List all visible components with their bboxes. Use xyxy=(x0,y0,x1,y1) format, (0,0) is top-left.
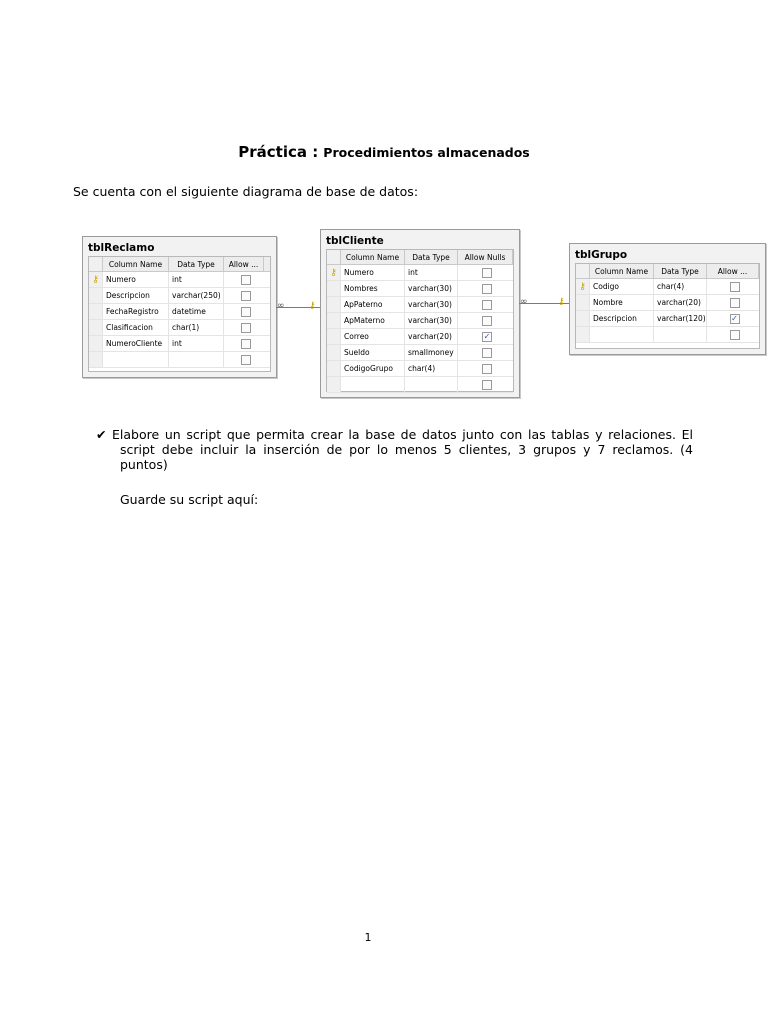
table-tblreclamo[interactable] xyxy=(82,236,277,378)
column-name-cell xyxy=(103,352,169,367)
table-name: tblCliente xyxy=(326,235,384,247)
allow-nulls-checkbox[interactable]: ✓ xyxy=(483,331,491,341)
key-icon: ⚷ xyxy=(309,301,316,311)
allow-nulls-cell xyxy=(224,336,264,351)
document-title xyxy=(0,142,768,161)
row-selector xyxy=(89,272,103,287)
allow-nulls-checkbox[interactable] xyxy=(730,282,740,292)
header-cell: Allow ... xyxy=(707,264,759,278)
data-type-cell: varchar(250) xyxy=(169,288,224,303)
allow-nulls-checkbox[interactable] xyxy=(482,348,492,358)
checkmark-icon: ✔ xyxy=(96,427,107,442)
allow-nulls-checkbox[interactable] xyxy=(241,275,251,285)
row-selector xyxy=(327,377,341,392)
column-name-cell: FechaRegistro xyxy=(103,304,169,319)
row-selector xyxy=(89,304,103,319)
data-type-cell: varchar(30) xyxy=(405,297,458,312)
key-icon: ⚷ xyxy=(558,297,565,307)
table-row[interactable] xyxy=(327,377,513,393)
allow-nulls-checkbox[interactable] xyxy=(241,339,251,349)
allow-nulls-cell xyxy=(707,295,759,310)
grid-header xyxy=(576,264,759,279)
allow-nulls-checkbox[interactable] xyxy=(730,298,740,308)
column-name-cell: ApMaterno xyxy=(341,313,405,328)
title-sub: Procedimientos almacenados xyxy=(323,145,530,160)
allow-nulls-cell xyxy=(224,272,264,287)
infinity-icon: ∞ xyxy=(520,297,528,307)
header-selector xyxy=(327,250,341,264)
allow-nulls-checkbox[interactable] xyxy=(482,380,492,390)
column-name-cell: Descripcion xyxy=(103,288,169,303)
allow-nulls-checkbox[interactable]: ✓ xyxy=(731,313,738,323)
column-name-cell: Sueldo xyxy=(341,345,405,360)
row-selector xyxy=(576,295,590,310)
title-main: Práctica : xyxy=(238,143,319,161)
row-selector xyxy=(327,265,341,280)
row-selector xyxy=(576,279,590,294)
save-script-text: Guarde su script aquí: xyxy=(120,492,259,507)
header-selector xyxy=(89,257,103,271)
row-selector xyxy=(327,329,341,344)
column-name-cell: CodigoGrupo xyxy=(341,361,405,376)
data-type-cell: varchar(30) xyxy=(405,313,458,328)
allow-nulls-cell xyxy=(458,329,513,344)
header-cell: Data Type xyxy=(405,250,458,264)
intro-text: Se cuenta con el siguiente diagrama de base de datos: xyxy=(73,184,419,199)
table-row[interactable] xyxy=(89,272,270,288)
table-row[interactable] xyxy=(327,345,513,361)
header-cell: Data Type xyxy=(169,257,224,271)
allow-nulls-cell xyxy=(224,304,264,319)
table-row[interactable] xyxy=(576,279,759,295)
header-cell: Allow ... xyxy=(224,257,264,271)
task-text: Elabore un script que permita crear la base de datos junto con las tablas y relaciones. El script debe incluir la inserción de por lo menos 5 clientes, 3 grupos y 7 reclamos. (4 puntos) xyxy=(112,427,693,472)
table-row[interactable] xyxy=(89,336,270,352)
allow-nulls-cell xyxy=(224,352,264,367)
column-name-cell: Descripcion xyxy=(590,311,654,326)
header-cell: Column Name xyxy=(341,250,405,264)
allow-nulls-checkbox[interactable] xyxy=(241,307,251,317)
header-cell: Data Type xyxy=(654,264,707,278)
data-type-cell: varchar(120) xyxy=(654,311,707,326)
column-name-cell: Nombre xyxy=(590,295,654,310)
primary-key-icon: ⚷ xyxy=(330,267,337,278)
header-cell: Allow Nulls xyxy=(458,250,513,264)
allow-nulls-cell xyxy=(458,265,513,280)
data-type-cell xyxy=(654,327,707,342)
table-row[interactable] xyxy=(576,295,759,311)
allow-nulls-checkbox[interactable] xyxy=(241,355,251,365)
table-tblgrupo[interactable] xyxy=(569,243,766,355)
page-number: 1 xyxy=(364,931,372,944)
allow-nulls-cell xyxy=(458,297,513,312)
row-selector xyxy=(89,336,103,351)
table-name: tblReclamo xyxy=(88,242,155,254)
primary-key-icon: ⚷ xyxy=(579,281,586,292)
table-row[interactable] xyxy=(327,329,513,345)
row-selector xyxy=(89,352,103,367)
table-tblcliente[interactable] xyxy=(320,229,520,398)
data-type-cell: datetime xyxy=(169,304,224,319)
allow-nulls-cell xyxy=(707,327,759,342)
table-row[interactable] xyxy=(89,320,270,336)
allow-nulls-checkbox[interactable] xyxy=(730,330,740,340)
grid-header xyxy=(89,257,270,272)
data-type-cell xyxy=(405,377,458,392)
allow-nulls-cell xyxy=(458,377,513,392)
allow-nulls-checkbox[interactable] xyxy=(482,316,492,326)
column-name-cell: Correo xyxy=(341,329,405,344)
allow-nulls-checkbox[interactable] xyxy=(482,300,492,310)
data-type-cell: varchar(20) xyxy=(654,295,707,310)
row-selector xyxy=(576,311,590,326)
data-type-cell: char(1) xyxy=(169,320,224,335)
allow-nulls-cell xyxy=(458,313,513,328)
table-row[interactable] xyxy=(89,352,270,368)
allow-nulls-checkbox[interactable] xyxy=(482,284,492,294)
allow-nulls-cell xyxy=(458,361,513,376)
infinity-icon: ∞ xyxy=(277,301,285,311)
column-name-cell: Nombres xyxy=(341,281,405,296)
row-selector xyxy=(327,313,341,328)
data-type-cell: char(4) xyxy=(654,279,707,294)
grid-header xyxy=(327,250,513,265)
task-item xyxy=(96,427,693,472)
allow-nulls-cell xyxy=(458,345,513,360)
table-row[interactable] xyxy=(576,311,759,327)
table-row[interactable] xyxy=(327,361,513,377)
column-grid xyxy=(575,263,760,349)
allow-nulls-checkbox[interactable] xyxy=(241,323,251,333)
header-cell: Column Name xyxy=(590,264,654,278)
column-name-cell: NumeroCliente xyxy=(103,336,169,351)
data-type-cell: int xyxy=(169,272,224,287)
table-row[interactable] xyxy=(327,265,513,281)
row-selector xyxy=(327,361,341,376)
primary-key-icon: ⚷ xyxy=(92,274,99,285)
data-type-cell: varchar(30) xyxy=(405,281,458,296)
table-row[interactable] xyxy=(576,327,759,343)
table-row[interactable] xyxy=(327,297,513,313)
data-type-cell: int xyxy=(169,336,224,351)
row-selector xyxy=(576,327,590,342)
column-name-cell: Clasificacion xyxy=(103,320,169,335)
table-row[interactable] xyxy=(327,281,513,297)
allow-nulls-cell xyxy=(707,311,759,326)
allow-nulls-cell xyxy=(224,288,264,303)
allow-nulls-cell xyxy=(707,279,759,294)
allow-nulls-cell xyxy=(458,281,513,296)
data-type-cell: varchar(20) xyxy=(405,329,458,344)
column-name-cell: Numero xyxy=(103,272,169,287)
allow-nulls-cell xyxy=(224,320,264,335)
table-row[interactable] xyxy=(89,288,270,304)
column-name-cell xyxy=(590,327,654,342)
table-name: tblGrupo xyxy=(575,249,628,261)
column-name-cell xyxy=(341,377,405,392)
data-type-cell xyxy=(169,352,224,367)
row-selector xyxy=(327,281,341,296)
column-name-cell: Numero xyxy=(341,265,405,280)
row-selector xyxy=(89,288,103,303)
table-row[interactable] xyxy=(89,304,270,320)
column-grid xyxy=(326,249,514,392)
row-selector xyxy=(327,297,341,312)
allow-nulls-checkbox[interactable] xyxy=(241,291,251,301)
row-selector xyxy=(89,320,103,335)
allow-nulls-checkbox[interactable] xyxy=(482,364,492,374)
column-grid xyxy=(88,256,271,372)
header-selector xyxy=(576,264,590,278)
allow-nulls-checkbox[interactable] xyxy=(482,268,492,278)
column-name-cell: ApPaterno xyxy=(341,297,405,312)
data-type-cell: char(4) xyxy=(405,361,458,376)
data-type-cell: smallmoney xyxy=(405,345,458,360)
table-row[interactable] xyxy=(327,313,513,329)
header-cell: Column Name xyxy=(103,257,169,271)
row-selector xyxy=(327,345,341,360)
column-name-cell: Codigo xyxy=(590,279,654,294)
data-type-cell: int xyxy=(405,265,458,280)
